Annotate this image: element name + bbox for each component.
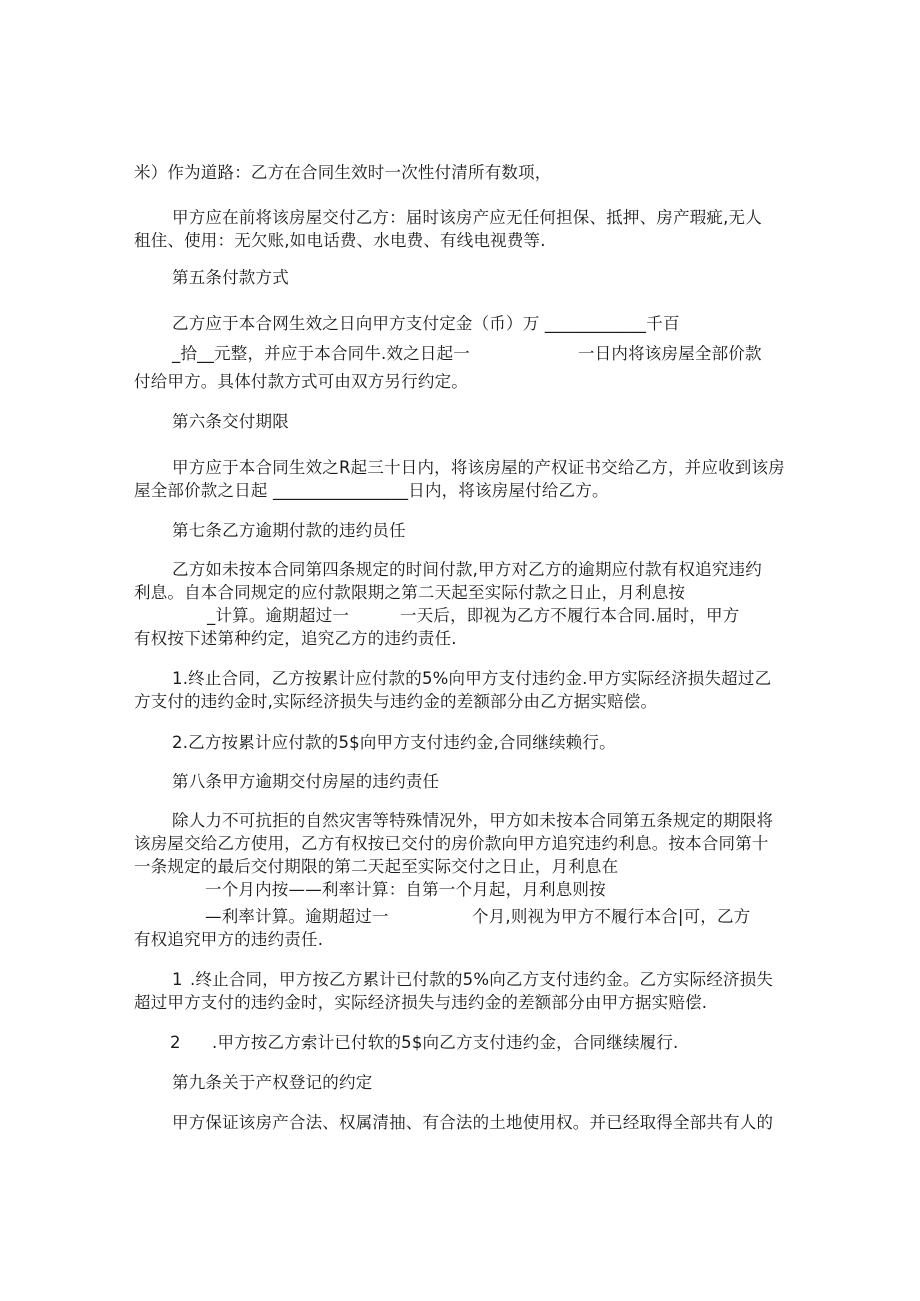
article-heading: 第六条交付期限 — [172, 412, 289, 431]
text-line: 一条规定的最后交付期限的第二天起至实际交付之日止，月利息在 — [134, 857, 619, 876]
text-line: 有权按下述第种约定，追究乙方的违约责任. — [134, 629, 457, 648]
text-line: 一个月内按——利率计算：自第一个月起，月利息则按 — [205, 880, 606, 899]
text-line: —利率计算。逾期超过一 — [205, 907, 389, 926]
text-line: 租住、使用：无欠账,如电话费、水电费、有线电视费等. — [134, 231, 546, 250]
article-heading: 第九条关于产权登记的约定 — [172, 1073, 373, 1092]
text-line: .终止合同，甲方按乙方累计已付款的5%向乙方支付违约金。乙方实际经济损失 — [190, 970, 774, 989]
text-line: 利息。自本合同规定的应付款限期之第二天起至实际付款之日止，月利息按 — [134, 583, 686, 602]
text-line: 一天后，即视为乙方不履行本合同.届时，甲方 — [400, 606, 740, 625]
text-line: 方支付的违约金时,实际经济损失与违约金的差额部分由乙方据实赔偿。 — [134, 692, 658, 711]
article-heading: 第八条甲方逾期交付房屋的违约责任 — [172, 772, 440, 791]
text-line: 屋全部价款之日起 ________________日内，将该房屋付给乙方。 — [134, 481, 609, 500]
text-line: 乙方应于本合网生效之日向甲方支付定金（币）万 ____________千百 — [172, 314, 680, 333]
article-heading: 第五条付款方式 — [172, 268, 289, 287]
text-line: 米）作为道路：乙方在合同生效时一次性付清所有数项， — [134, 163, 552, 182]
text-line: 1.终止合同，乙方按累计应付款的5%向甲方支付违约金.甲方实际经济损失超过乙 — [172, 669, 772, 688]
text-line: 该房屋交给乙方使用，乙方有权按已交付的房价款向甲方追究违约利息。按本合同第十 — [134, 834, 769, 853]
text-line: 超过甲方支付的违约金时，实际经济损失与违约金的差额部分由甲方据实赔偿. — [134, 993, 708, 1012]
text-line: 有权追究甲方的违约责任. — [134, 930, 324, 949]
text-line: 乙方如未按本合同第四条规定的时间付款,甲方对乙方的逾期应付款有权追究违约 — [172, 560, 762, 579]
text-line: 除人力不可抗拒的自然灾害等特殊情况外，甲方如未按本合同第五条规定的期限将 — [172, 811, 774, 830]
text-line: 2.乙方按累计应付款的5$向甲方支付违约金,合同继续赖行。 — [172, 733, 616, 752]
text-line: _拾__元整，并应于本合同牛.效之日起一 — [172, 344, 470, 363]
list-number: 2 — [170, 1033, 181, 1052]
text-line: 甲方保证该房产合法、权属清抽、有合法的土地使用权。并已经取得全部共有人的 — [172, 1113, 774, 1132]
text-line: 甲方应于本合同生效之R起三十日内，将该房屋的产权证书交给乙方，并应收到该房 — [172, 458, 785, 477]
text-line: 个月,则视为甲方不履行本合|可，乙方 — [472, 907, 751, 926]
text-line: 付给甲方。具体付款方式可由双方另行约定。 — [134, 372, 468, 391]
text-line: .甲方按乙方索计已付软的5$向乙方支付违约金，合同继续履行. — [212, 1033, 679, 1052]
text-line: _计算。逾期超过一 — [207, 606, 350, 625]
text-line: 一日内将该房屋全部价款 — [578, 344, 762, 363]
article-heading: 第七条乙方逾期付款的违约员任 — [172, 521, 406, 540]
text-line: 甲方应在前将该房屋交付乙方：届时该房产应无任何担保、抵押、房产瑕疵,无人 — [172, 208, 762, 227]
list-number: 1 — [172, 970, 183, 989]
